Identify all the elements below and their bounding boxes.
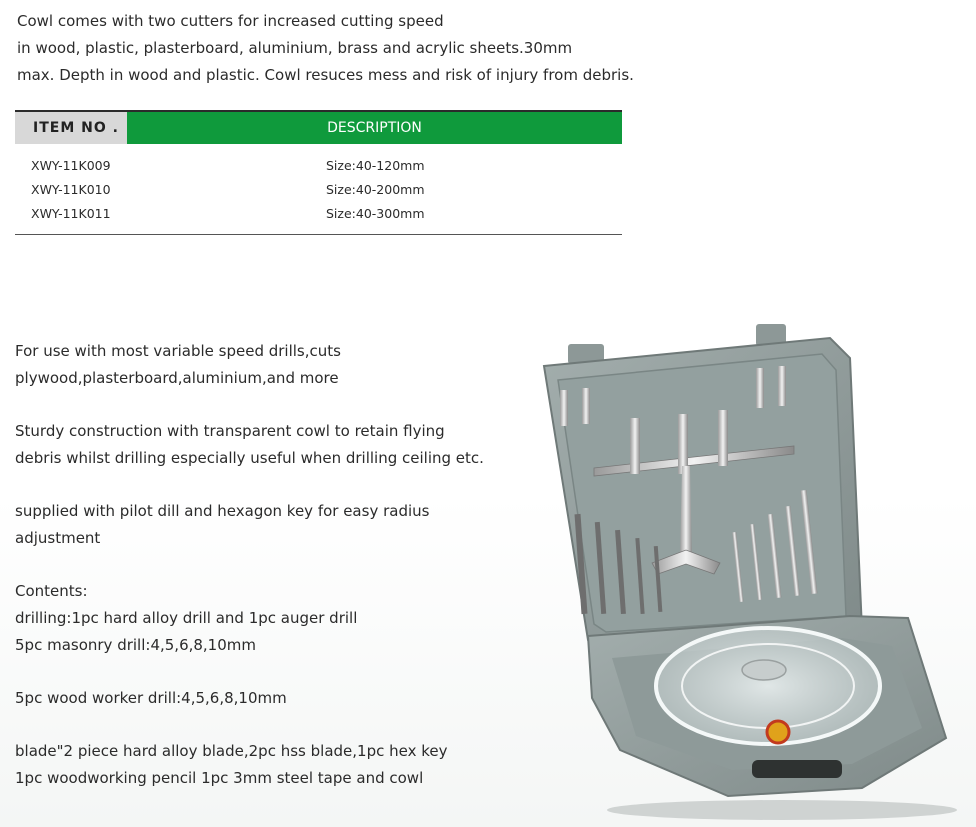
contents-heading: Contents: (15, 582, 88, 600)
spec-table (15, 110, 622, 235)
table-body (15, 144, 622, 235)
cutter-left (630, 418, 640, 474)
table-row (15, 202, 622, 226)
pilot-drill (678, 414, 688, 474)
feature-line: For use with most variable speed drills,cuts (15, 342, 341, 360)
intro-text (17, 8, 637, 89)
cutter-right (718, 410, 728, 466)
case-handle (752, 760, 842, 778)
item-description: Size:40-200mm (326, 182, 425, 197)
header-item-no: ITEM NO . (15, 112, 127, 144)
item-description: Size:40-300mm (326, 206, 425, 221)
feature-line: 5pc wood worker drill:4,5,6,8,10mm (15, 689, 287, 707)
feature-line: debris whilst drilling especially useful when drilling ceiling etc. (15, 449, 484, 467)
cowl-hub (742, 660, 786, 680)
feature-line: 5pc masonry drill:4,5,6,8,10mm (15, 636, 256, 654)
intro-line: in wood, plastic, plasterboard, aluminium, brass and acrylic sheets.30mm (17, 39, 573, 57)
hex-shaft (680, 466, 692, 558)
intro-line: max. Depth in wood and plastic. Cowl resuces mess and risk of injury from debris. (17, 66, 634, 84)
feature-line: drilling:1pc hard alloy drill and 1pc auger drill (15, 609, 358, 627)
table-row (15, 178, 622, 202)
feature-line: Sturdy construction with transparent cowl to retain flying (15, 422, 445, 440)
feature-list (15, 338, 535, 792)
table-row (15, 154, 622, 178)
table-header (15, 112, 622, 144)
case-label (767, 721, 789, 743)
feature-line: supplied with pilot dill and hexagon key for easy radius (15, 502, 430, 520)
feature-line: blade"2 piece hard alloy blade,2pc hss blade,1pc hex key (15, 742, 448, 760)
feature-line: 1pc woodworking pencil 1pc 3mm steel tape and cowl (15, 769, 424, 787)
item-description: Size:40-120mm (326, 158, 425, 173)
case-shadow (607, 800, 957, 820)
intro-line: Cowl comes with two cutters for increased cutting speed (17, 12, 444, 30)
product-case-photo (532, 318, 962, 823)
item-number: XWY-11K010 (31, 182, 111, 197)
feature-line: adjustment (15, 529, 101, 547)
item-number: XWY-11K009 (31, 158, 111, 173)
header-description: DESCRIPTION (127, 112, 622, 144)
item-number: XWY-11K011 (31, 206, 111, 221)
feature-line: plywood,plasterboard,aluminium,and more (15, 369, 339, 387)
